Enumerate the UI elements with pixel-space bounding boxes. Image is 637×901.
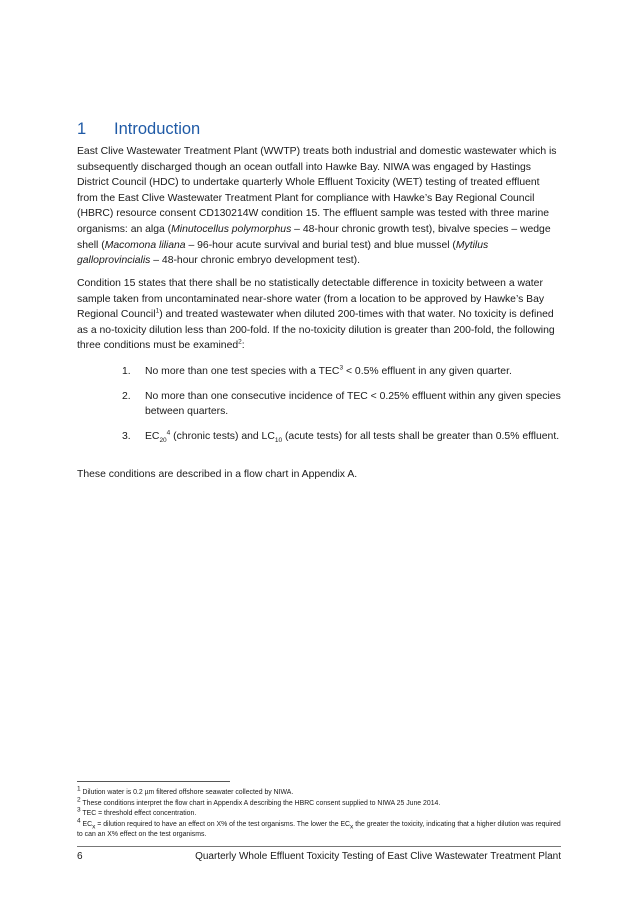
footnote-ref-2[interactable]: 2 bbox=[238, 338, 242, 346]
text-run: (acute tests) for all tests shall be greater than 0.5% effluent. bbox=[282, 430, 560, 442]
subscript: 10 bbox=[274, 436, 283, 444]
list-number: 2. bbox=[122, 390, 131, 402]
footnote-ref-3[interactable]: 3 bbox=[339, 364, 344, 372]
running-footer-title: Quarterly Whole Effluent Toxicity Testing of East Clive Wastewater Treatment Plant bbox=[195, 851, 561, 862]
text-run: : bbox=[241, 340, 245, 352]
footnote-text: the greater the toxicity, indicating that a higher dilution was required to can an X% effect on the test organisms. bbox=[77, 820, 561, 839]
footnote-text: These conditions interpret the flow chart in Appendix A describing the HBRC consent supplied to NIWA 25 June 2014. bbox=[80, 799, 441, 807]
footnote-3 bbox=[77, 806, 561, 820]
conditions-list bbox=[122, 364, 562, 453]
list-item bbox=[122, 389, 562, 420]
closing-paragraph: These conditions are described in a flow chart in Appendix A. bbox=[77, 469, 358, 480]
text-run: EC bbox=[145, 430, 160, 442]
footnote-mark: 2 bbox=[77, 796, 81, 804]
text-run: (chronic tests) and LC bbox=[170, 430, 275, 442]
text-run: ) and treated wastewater when diluted 200-times with that water. No toxicity is defined as a no-toxicity dilution less than 200-fold. If the no-toxicity dilution is greater than 200-fold, the following three conditions must be examined bbox=[77, 309, 555, 352]
mussel-species-name: Mytilus galloprovincialis bbox=[77, 239, 489, 267]
footnote-mark: 3 bbox=[77, 806, 81, 814]
alga-species-name: Minutocellus polymorphus bbox=[171, 223, 292, 235]
footnote-2 bbox=[77, 796, 561, 810]
subscript: x bbox=[350, 823, 354, 831]
section-title: Introduction bbox=[114, 120, 201, 138]
footnote-ref-4[interactable]: 4 bbox=[166, 429, 171, 437]
bivalve-species-name: Macomona liliana bbox=[104, 239, 186, 251]
text-run: East Clive Wastewater Treatment Plant (WWTP) treats both industrial and domestic wastewater which is subsequently discharged though an ocean outfall into Hawke Bay. NIWA was engaged by Hastings District Council (HDC) to undertake quarterly Whole Effluent Toxicity (WET) testing of treated effluent from the East Clive Wastewater Treatment Plant for compliance with Hawke’s Bay Regional Council (HBRC) resource consent CD130214W condition 15. The effluent sample was tested with three marine organisms: an alga ( bbox=[77, 146, 557, 235]
footnote-separator bbox=[77, 781, 230, 782]
footnote-mark: 4 bbox=[77, 817, 81, 825]
list-item bbox=[122, 429, 562, 445]
intro-paragraph bbox=[77, 144, 561, 269]
text-run: No more than one consecutive incidence of TEC < 0.25% effluent within any given species between quarters. bbox=[145, 390, 561, 418]
section-number: 1 bbox=[77, 120, 87, 138]
footer-separator bbox=[77, 846, 561, 847]
text-run: – 48-hour chronic embryo development test). bbox=[150, 255, 361, 267]
footnotes bbox=[77, 785, 561, 841]
section-heading bbox=[77, 120, 200, 139]
footnote-text: EC bbox=[80, 820, 93, 828]
footnote-mark: 1 bbox=[77, 785, 81, 793]
text-run: – 48-hour chronic growth test), bivalve species – wedge shell ( bbox=[77, 223, 551, 251]
text-run: – 96-hour acute survival and burial test) and blue mussel ( bbox=[185, 239, 456, 251]
condition-paragraph bbox=[77, 276, 561, 354]
footnote-text: TEC = threshold effect concentration. bbox=[80, 810, 197, 818]
page-number: 6 bbox=[77, 851, 83, 862]
footnote-ref-1[interactable]: 1 bbox=[155, 307, 160, 315]
subscript: x bbox=[92, 823, 96, 831]
text-run: Condition 15 states that there shall be no statistically detectable difference in toxicity between a water sample taken from uncontaminated near-shore water (from a location to be approved by Hawke’s Bay Regional Council bbox=[77, 278, 545, 321]
list-item bbox=[122, 364, 562, 380]
list-number: 3. bbox=[122, 430, 131, 442]
footnote-1 bbox=[77, 785, 561, 799]
text-run: < 0.5% effluent in any given quarter. bbox=[343, 366, 512, 377]
subscript: 20 bbox=[159, 436, 167, 444]
list-number: 1. bbox=[122, 366, 131, 377]
footnote-text: = dilution required to have an effect on X% of the test organisms. The lower the EC bbox=[95, 820, 351, 828]
footnote-text: Dilution water is 0.2 µm filtered offshore seawater collected by NIWA. bbox=[80, 789, 294, 796]
text-run: No more than one test species with a TEC bbox=[145, 366, 340, 377]
footnote-4 bbox=[77, 817, 561, 841]
